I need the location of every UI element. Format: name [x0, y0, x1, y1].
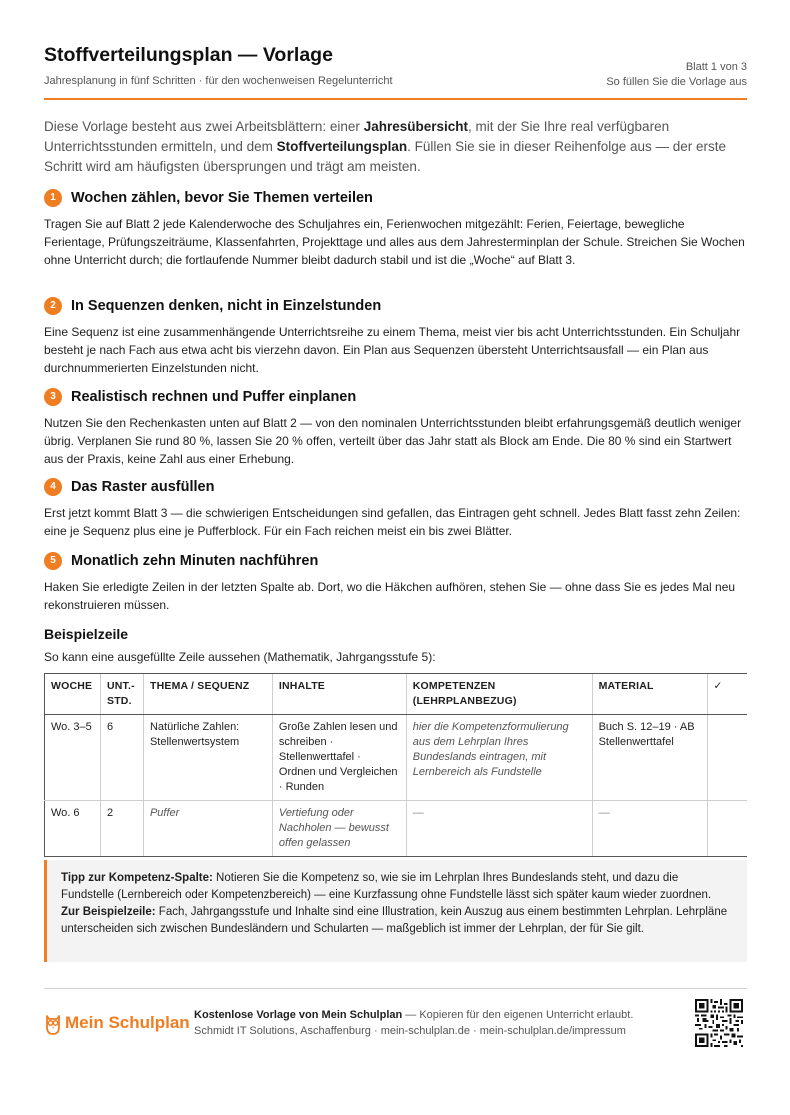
qr-code-icon[interactable]: [695, 999, 743, 1047]
sheet-name: So füllen Sie die Vorlage aus: [606, 76, 747, 88]
page-title: Stoffverteilungsplan — Vorlage: [44, 44, 333, 66]
example-table: [44, 673, 747, 857]
step-body: Tragen Sie auf Blatt 2 jede Kalenderwoche des Schuljahres ein, Ferienwochen mitgezählt: Ferien, Feiertage, bewegliche Ferientage, Prüfungszeiträume, Klassenfahrten, Projekttage und alles aus dem Jahresterminplan der Schule. Streichen Sie Wochen ohne Unterricht durch; die fortlaufende Nummer bleibt dadurch stabil und ist die „Woche“ auf Blatt 3.: [44, 217, 745, 267]
step-heading: [44, 296, 747, 316]
step-body: Erst jetzt kommt Blatt 3 — die schwierigen Entscheidungen sind gefallen, das Eintragen geht schnell. Jedes Blatt fasst zehn Zeilen: eine je Sequenz plus eine je Pufferblock. Für ein Fach reichen meist ein bis zwei Blätter.: [44, 506, 741, 538]
cell-kompetenzen: hier die Kompetenzformulierung aus dem Lehrplan Ihres Bundeslands eintragen, mit Lernbereich als Fundstelle: [406, 715, 592, 801]
step-body: Eine Sequenz ist eine zusammenhängende Unterrichtsreihe zu einem Thema, meist vier bis acht Unterrichtsstunden. Ein Schuljahr besteht je nach Fach aus etwa acht bis vierzehn davon. Ein Plan aus Sequenzen übersteht Unterrichtsausfall — ein Plan aus durchnummerierten Einzelstunden nicht.: [44, 325, 741, 375]
col-header-thema: THEMA / SEQUENZ: [143, 674, 272, 715]
footer-line-1: [194, 1009, 633, 1021]
step-body: Haken Sie erledigte Zeilen in der letzten Spalte ab. Dort, wo die Häkchen aufhören, stehen Sie — ohne dass Sie es jedes Mal neu rekonstruieren müssen.: [44, 580, 736, 612]
table-row: [45, 715, 748, 801]
col-header-inhalte: INHALTE: [272, 674, 406, 715]
col-header-material: MATERIAL: [592, 674, 707, 715]
page-header: [44, 44, 747, 100]
intro-paragraph: [44, 117, 747, 177]
footer-publisher: Kostenlose Vorlage von Mein Schulplan: [194, 1009, 403, 1021]
step-heading: [44, 387, 747, 407]
sheet-number: Blatt 1 von 3: [685, 61, 747, 73]
cell-inhalte: Vertiefung oder Nachholen — bewusst offen gelassen: [272, 801, 406, 857]
cell-std: 6: [100, 715, 143, 801]
example-subtitle: So kann eine ausgefüllte Zeile aussehen (Mathematik, Jahrgangsstufe 5):: [44, 650, 436, 664]
step-heading: [44, 188, 747, 208]
tip-box: [44, 860, 747, 962]
tip-text: Notieren Sie die Kompetenz so, wie sie im Lehrplan Ihres Bundeslands steht, und dazu die Fundstelle (Lernbereich oder Kompetenzbereich) — eine Kurzfassung ohne Fundstelle lässt sich später kaum wieder zuordnen.: [61, 872, 712, 901]
step-title: Realistisch rechnen und Puffer einplanen: [71, 389, 357, 405]
step-number-badge: 4: [44, 478, 62, 496]
step-number-badge: 2: [44, 297, 62, 315]
step-title: In Sequenzen denken, nicht in Einzelstunden: [71, 298, 382, 314]
step-number-badge: 1: [44, 189, 62, 207]
cell-check: [707, 801, 747, 857]
step-title: Das Raster ausfüllen: [71, 479, 215, 495]
step-4: [44, 477, 747, 540]
intro-text-1: Diese Vorlage besteht aus zwei Arbeitsblättern: einer: [44, 119, 364, 134]
step-1: [44, 188, 747, 269]
cell-std: 2: [100, 801, 143, 857]
intro-bold-jahresuebersicht: Jahresübersicht: [363, 119, 468, 134]
step-2: [44, 296, 747, 377]
cell-kompetenzen: —: [406, 801, 592, 857]
tip-label: Zur Beispielzeile:: [61, 906, 156, 918]
example-title: Beispielzeile: [44, 626, 129, 642]
page-subtitle: Jahresplanung in fünf Schritten · für den wochenweisen Regelunterricht: [44, 75, 393, 87]
intro-bold-stoffverteilungsplan: Stoffverteilungsplan: [276, 139, 408, 154]
step-5: [44, 551, 747, 614]
step-3: [44, 387, 747, 468]
table-row: [45, 801, 748, 857]
step-heading: [44, 477, 747, 497]
footer-license: — Kopieren für den eigenen Unterricht erlaubt.: [402, 1009, 634, 1021]
table-header-row: [45, 674, 748, 715]
tip-label: Tipp zur Kompetenz-Spalte:: [61, 872, 213, 884]
footer-line-2: Schmidt IT Solutions, Aschaffenburg · mein-schulplan.de · mein-schulplan.de/impressum: [194, 1025, 626, 1037]
col-header-std: UNT.-STD.: [100, 674, 143, 715]
intro-text-2: , mit der Sie Ihre real verfügbaren Unterrichtsstunden ermitteln, und dem: [44, 119, 670, 154]
owl-logo-icon: [44, 1013, 62, 1035]
step-body: Nutzen Sie den Rechenkasten unten auf Blatt 2 — von den nominalen Unterrichtsstunden bleibt erfahrungsgemäß deutlich weniger übrig. Verplanen Sie rund 80 %, lassen Sie 20 % offen, verteilt über das Jahr statt als Block am Ende. Die 80 % sind ein Startwert aus der Praxis, keine Zahl aus einer Erhebung.: [44, 416, 742, 466]
tip-kompetenz: [61, 870, 733, 904]
step-number-badge: 5: [44, 552, 62, 570]
cell-material: Buch S. 12–19 · AB Stellenwerttafel: [592, 715, 707, 801]
tip-beispielzeile: [61, 904, 733, 938]
logo-text: Mein Schulplan: [65, 1013, 190, 1032]
col-header-woche: WOCHE: [45, 674, 101, 715]
step-number-badge: 3: [44, 388, 62, 406]
step-title: Monatlich zehn Minuten nachführen: [71, 553, 319, 569]
cell-thema: Puffer: [143, 801, 272, 857]
col-header-check: ✓: [707, 674, 747, 715]
step-title: Wochen zählen, bevor Sie Themen verteilen: [71, 190, 373, 206]
page-footer: [44, 988, 747, 1048]
cell-woche: Wo. 6: [45, 801, 101, 857]
tip-text: Fach, Jahrgangsstufe und Inhalte sind eine Illustration, kein Auszug aus einem bestimmten Lehrplan. Lehrpläne unterscheiden sich zwischen Bundesländern und Schularten — maßgeblich ist immer der Lehrplan, der für Sie gilt.: [61, 906, 728, 935]
document-page: [44, 0, 747, 1115]
cell-inhalte: Große Zahlen lesen und schreiben · Stellenwerttafel · Ordnen und Vergleichen · Runden: [272, 715, 406, 801]
col-header-kompetenzen: KOMPETENZEN (LEHRPLANBEZUG): [406, 674, 592, 715]
cell-material: —: [592, 801, 707, 857]
cell-check: [707, 715, 747, 801]
intro-text-3: . Füllen Sie sie in dieser Reihenfolge aus — der erste Schritt wird am häufigsten übersprungen und trägt am meisten.: [44, 139, 727, 174]
cell-thema: Natürliche Zahlen: Stellenwertsystem: [143, 715, 272, 801]
cell-woche: Wo. 3–5: [45, 715, 101, 801]
step-heading: [44, 551, 747, 571]
